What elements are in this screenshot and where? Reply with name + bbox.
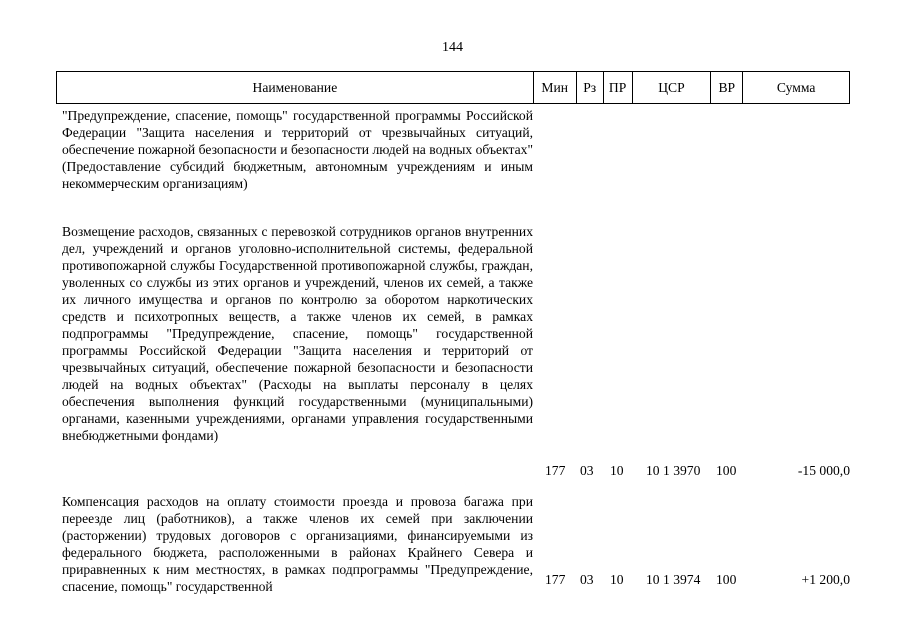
row-pr: 10 <box>610 572 624 587</box>
header-pr: ПР <box>603 72 632 103</box>
row-rz: 03 <box>580 463 594 478</box>
header-min: Мин <box>533 72 576 103</box>
row-csr: 10 1 3974 <box>646 572 701 587</box>
header-sum: Сумма <box>742 72 849 103</box>
row-name: Компенсация расходов на оплату стоимости проезда и провоза багажа при переезде лиц (работников), а также членов их семей при заключении (расторжении) трудовых договоров с организациями, финансируемыми из федерального бюджета, расположенными в районах Крайнего Севера и приравненных к ним местностях, в рамках подпрограммы "Предупреждение, спасение, помощь" государственной <box>62 494 533 594</box>
row-rz: 03 <box>580 572 594 587</box>
header-vr: ВР <box>710 72 742 103</box>
row-vr: 100 <box>716 572 737 587</box>
row-min: 177 <box>545 572 566 587</box>
table-header <box>56 71 850 104</box>
header-name: Наименование <box>252 79 338 95</box>
header-csr: ЦСР <box>632 72 711 103</box>
row-sum: -15 000,0 <box>797 463 850 478</box>
row-csr: 10 1 3970 <box>646 463 701 478</box>
page-number: 144 <box>442 40 463 55</box>
row-min: 177 <box>545 463 566 478</box>
row-name: "Предупреждение, спасение, помощь" государственной программы Российской Федерации "Защита населения и территорий от чрезвычайных ситуаций, обеспечение пожарной безопасности и безопасности людей на водных объектах" (Предоставление субсидий бюджетным, автономным учреждениям и иным некоммерческим организациям) <box>62 108 533 191</box>
row-sum: +1 200,0 <box>801 572 850 587</box>
row-vr: 100 <box>716 463 737 478</box>
row-name: Возмещение расходов, связанных с перевозкой сотрудников органов внутренних дел, учреждений и органов уголовно-исполнительной системы, федеральной противопожарной службы Государственной противопожарной службы, граждан, уволенных со службы из этих органов и учреждений, членов их семей, а также их личного имущества и органов по контролю за оборотом наркотических средств и психотропных веществ, а также членов их семей, в рамках подпрограммы "Предупреждение, спасение, помощь" государственной программы Российской Федерации "Защита населения и территорий от чрезвычайных ситуаций, обеспечение пожарной безопасности и безопасности людей на водных объектах" (Расходы на выплаты персоналу в целях обеспечения выполнения функций государственными (муниципальными) органами, казенными учреждениями, органами управления государственными внебюджетными фондами) <box>62 224 533 443</box>
header-rz: Рз <box>576 72 603 103</box>
row-pr: 10 <box>610 463 624 478</box>
